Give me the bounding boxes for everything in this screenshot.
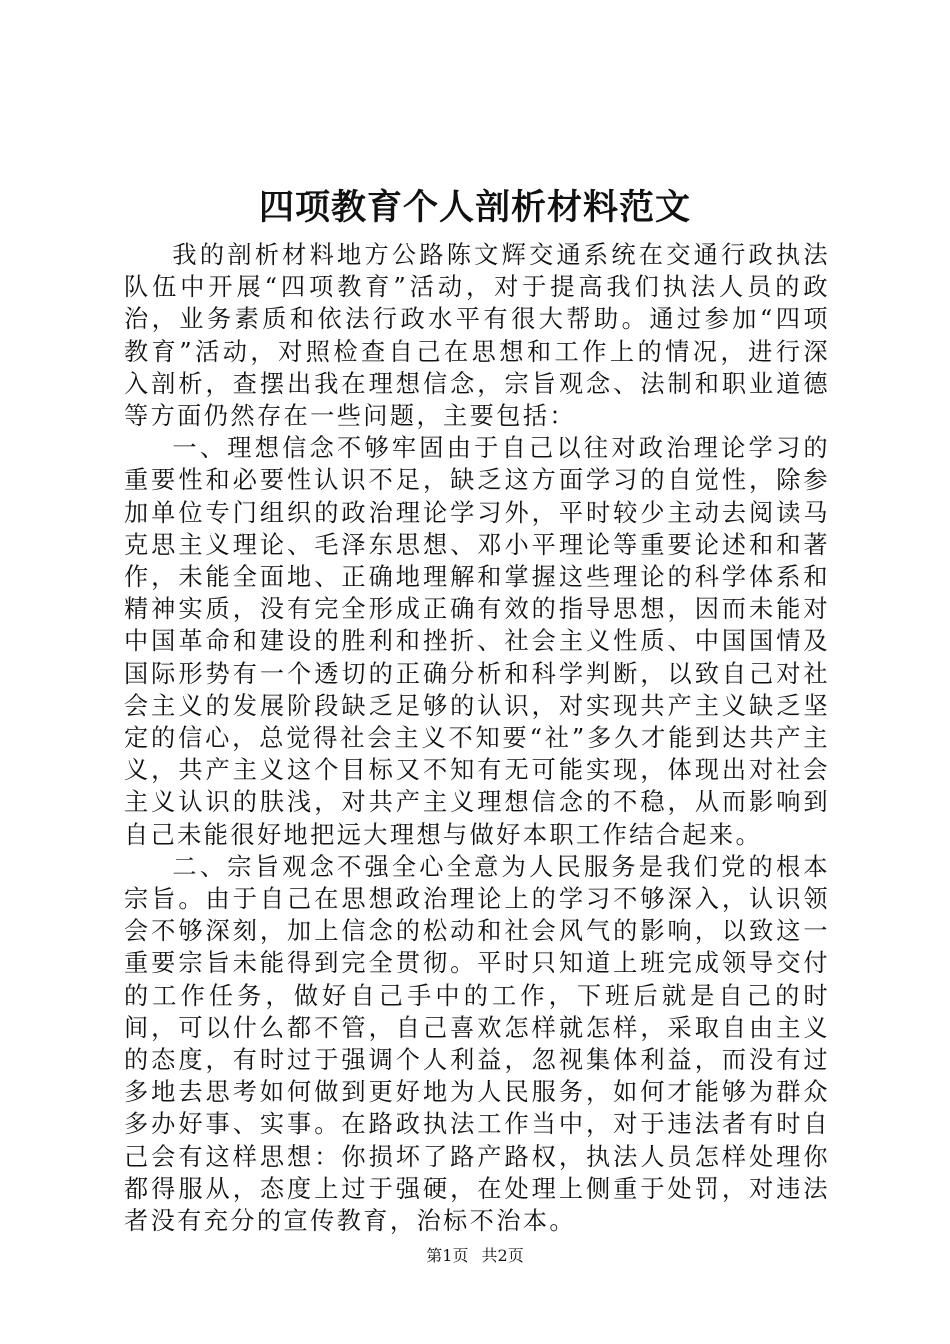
document-title: 四项教育个人剖析材料范文: [258, 187, 691, 228]
page-number: 第1页: [426, 1246, 469, 1265]
paragraph-ideals-beliefs: 一、理想信念不够牢固由于自己以往对政治理论学习的重要性和必要性认识不足，缺乏这方面学习的自觉性，除参加单位专门组织的政治理论学习外，平时较少主动去阅读马克思主义理论、毛泽东思想、邓小平理论等重要论述和和著作，未能全面地、正确地理解和掌握这些理论的科学体系和精神实质，没有完全形成正确有效的指导思想，因而未能对中国革命和建设的胜利和挫折、社会主义性质、中国国情及国际形势有一个透切的正确分析和科学判断，以致自己对社会主义的发展阶段缺乏足够的认识，对实现共产主义缺乏坚定的信心，总觉得社会主义不知要“社”多久才能到达共产主义，共产主义这个目标又不知有无可能实现，体现出对社会主义认识的肤浅，对共产主义理想信念的不稳，从而影响到自己未能很好地把远大理想与做好本职工作结合起来。: [124, 434, 830, 849]
page-total: 共2页: [481, 1246, 524, 1265]
paragraph-intro: 我的剖析材料地方公路陈文辉交通系统在交通行政执法队伍中开展“四项教育”活动，对于提高我们执法人员的政治，业务素质和依法行政水平有很大帮助。通过参加“四项教育”活动，对照检查自己在思想和工作上的情况，进行深入剖析，查摆出我在理想信念，宗旨观念、法制和职业道德等方面仍然存在一些问题，主要包括：: [124, 241, 830, 431]
document-body: [124, 239, 830, 1237]
page-footer: [0, 1245, 950, 1267]
paragraph-purpose-concept: 二、宗旨观念不强全心全意为人民服务是我们党的根本宗旨。由于自己在思想政治理论上的学习不够深入，认识领会不够深刻，加上信念的松动和社会风气的影响，以致这一重要宗旨未能得到完全贯彻。平时只知道上班完成领导交付的工作任务，做好自己手中的工作，下班后就是自己的时间，可以什么都不管，自己喜欢怎样就怎样，采取自由主义的态度，有时过于强调个人利益，忽视集体利益，而没有过多地去思考如何做到更好地为人民服务，如何才能够为群众多办好事、实事。在路政执法工作当中，对于违法者有时自己会有这样思想：你损坏了路产路权，执法人员怎样处理你都得服从，态度上过于强硬，在处理上侧重于处罚，对违法者没有充分的宣传教育，治标不治本。: [124, 852, 830, 1236]
